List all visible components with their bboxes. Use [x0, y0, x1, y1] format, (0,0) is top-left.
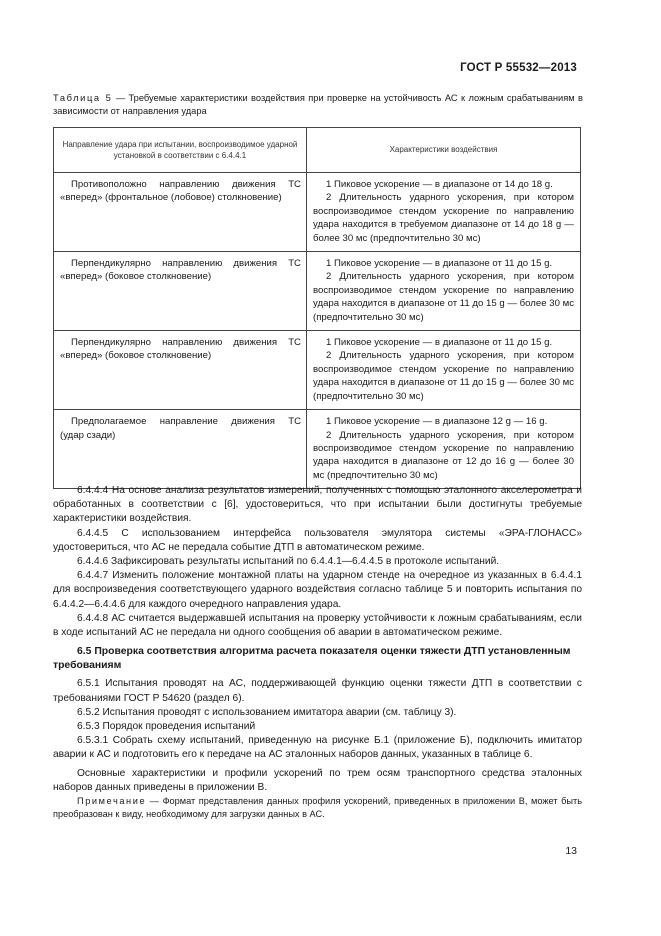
table-caption-label: Таблица 5 [53, 93, 113, 103]
characteristics-cell [307, 252, 581, 331]
note-label: Примечание [77, 796, 147, 807]
paragraph-6-4-4-7: 6.4.4.7 Изменить положение монтажной платы на ударном стенде на очередное из указанных в 6.4.4.1 для воспроизведения соответствующего ударного воздействия согласно таблице 5 и повторить испытания по 6.4.4.2—6.4.4.6 для каждого очередного направления удара. [53, 570, 582, 610]
table-row [54, 252, 581, 331]
note [53, 795, 582, 821]
standard-number: ГОСТ Р 55532—2013 [460, 62, 577, 74]
direction-line: Перпендикулярно направлению движения ТС [71, 337, 301, 349]
direction-line: Противоположно направлению движения ТС [71, 179, 301, 190]
column-header-direction: Направление удара при испытании, воспроизводимое ударной установкой в соответствии с 6.4.4.1 [54, 128, 307, 173]
direction-cell [54, 410, 307, 489]
table-row [54, 331, 581, 410]
paragraph-6-4-4-6: 6.4.4.6 Зафиксировать результаты испытаний по 6.4.4.1—6.4.4.5 в протоколе испытаний. [77, 556, 500, 568]
direction-cell [54, 331, 307, 410]
table-caption-text: — Требуемые характеристики воздействия при проверке на устойчивость АС к ложным срабатываниям в зависимости от направления удара [53, 93, 584, 116]
note-text: — Формат представления данных профиля ускорений, приведенных в приложении В, может быть преобразован к виду, необходимому для загрузки данных в АС. [53, 796, 582, 820]
section-6-5 [53, 645, 582, 821]
paragraph-6-5-2: 6.5.2 Испытания проводят с использованием имитатора аварии (см. таблицу 3). [77, 706, 457, 718]
direction-line: «вперед» (фронтальное (лобовое) столкновение) [60, 192, 282, 204]
peak-acceleration: 1 Пиковое ускорение — в диапазоне от 11 до 15 g. [326, 258, 553, 270]
paragraph-datasets: Основные характеристики и профили ускорений по трем осям транспортного средства эталонных наборов данных приведены в приложении В. [53, 767, 582, 793]
procedure-paragraphs [53, 484, 582, 640]
paragraph-6-5-1: 6.5.1 Испытания проводят на АС, поддерживающей функцию оценки тяжести ДТП в соответствии с требованиями ГОСТ Р 54620 (раздел 6). [53, 678, 582, 704]
peak-acceleration: 1 Пиковое ускорение — в диапазоне от 11 до 15 g. [326, 337, 553, 349]
characteristics-cell [307, 410, 581, 489]
paragraph-6-4-4-4: 6.4.4.4 На основе анализа результатов измерений, полученных с помощью эталонного акселерометра и обработанных в соответствии с [6], удостовериться, что при испытании были достигнуты требуемые характеристики воздействия. [53, 485, 582, 525]
characteristics-cell [307, 173, 581, 252]
acceleration-duration: 2 Длительность ударного ускорения, при котором воспроизводимое стендом ускорение по направлению удара находится в диапазоне от 11 до 15 g — более 30 мс (предпочтительно 30 мс) [313, 271, 574, 323]
requirements-table [53, 127, 581, 489]
direction-line: Перпендикулярно направлению движения ТС [71, 258, 301, 270]
paragraph-6-4-4-8: 6.4.4.8 АС считается выдержавшей испытания на проверку устойчивости к ложным срабатываниям, если в ходе испытаний АС не передала ни одного сообщения об аварии в автоматическом режиме. [53, 612, 582, 639]
column-header-characteristics: Характеристики воздействия [307, 128, 581, 173]
section-title: 6.5 Проверка соответствия алгоритма расчета показателя оценки тяжести ДТП установленным требованиям [53, 646, 571, 672]
acceleration-duration: 2 Длительность ударного ускорения, при котором воспроизводимое стендом ускорение по направлению удара находится в диапазоне от 12 до 16 g — более 30 мс (предпочтительно 30 мс) [313, 429, 574, 481]
peak-acceleration: 1 Пиковое ускорение — в диапазоне от 14 до 18 g. [326, 179, 553, 190]
direction-line: (удар сзади) [60, 429, 116, 441]
table-header-row [54, 128, 581, 173]
table-row [54, 410, 581, 489]
direction-line: Предполагаемое направление движения ТС [71, 416, 301, 428]
acceleration-duration: 2 Длительность ударного ускорения, при котором воспроизводимое стендом ускорение по направлению удара находится в диапазоне от 11 до 15 g — более 30 мс (предпочтительно 30 мс) [313, 350, 574, 402]
characteristics-cell [307, 331, 581, 410]
table-row [54, 173, 581, 252]
acceleration-duration: 2 Длительность ударного ускорения, при котором воспроизводимое стендом ускорение по направлению удара находится в требуемом диапазоне от 14 до 18 g — более 30 мс (предпочтительно 30 мс) [313, 192, 574, 244]
paragraph-6-5-3: 6.5.3 Порядок проведения испытаний [77, 721, 256, 733]
page-number: 13 [565, 845, 577, 857]
direction-cell [54, 173, 307, 252]
direction-line: «вперед» (боковое столкновение) [60, 350, 212, 362]
paragraph-6-5-3-1: 6.5.3.1 Собрать схему испытаний, приведенную на рисунке Б.1 (приложение Б), подключить имитатор аварии к АС и подготовить его к передаче на АС эталонных наборов данных, указанных в таблице 6. [53, 735, 582, 761]
direction-cell [54, 252, 307, 331]
paragraph-6-4-4-5: 6.4.4.5 С использованием интерфейса пользователя эмулятора системы «ЭРА-ГЛОНАСС» удостовериться, что АС не передала событие ДТП в автоматическом режиме. [53, 527, 582, 553]
table-caption [53, 92, 583, 118]
peak-acceleration: 1 Пиковое ускорение — в диапазоне 12 g — 16 g. [326, 416, 548, 428]
direction-line: «вперед» (боковое столкновение) [60, 271, 212, 283]
